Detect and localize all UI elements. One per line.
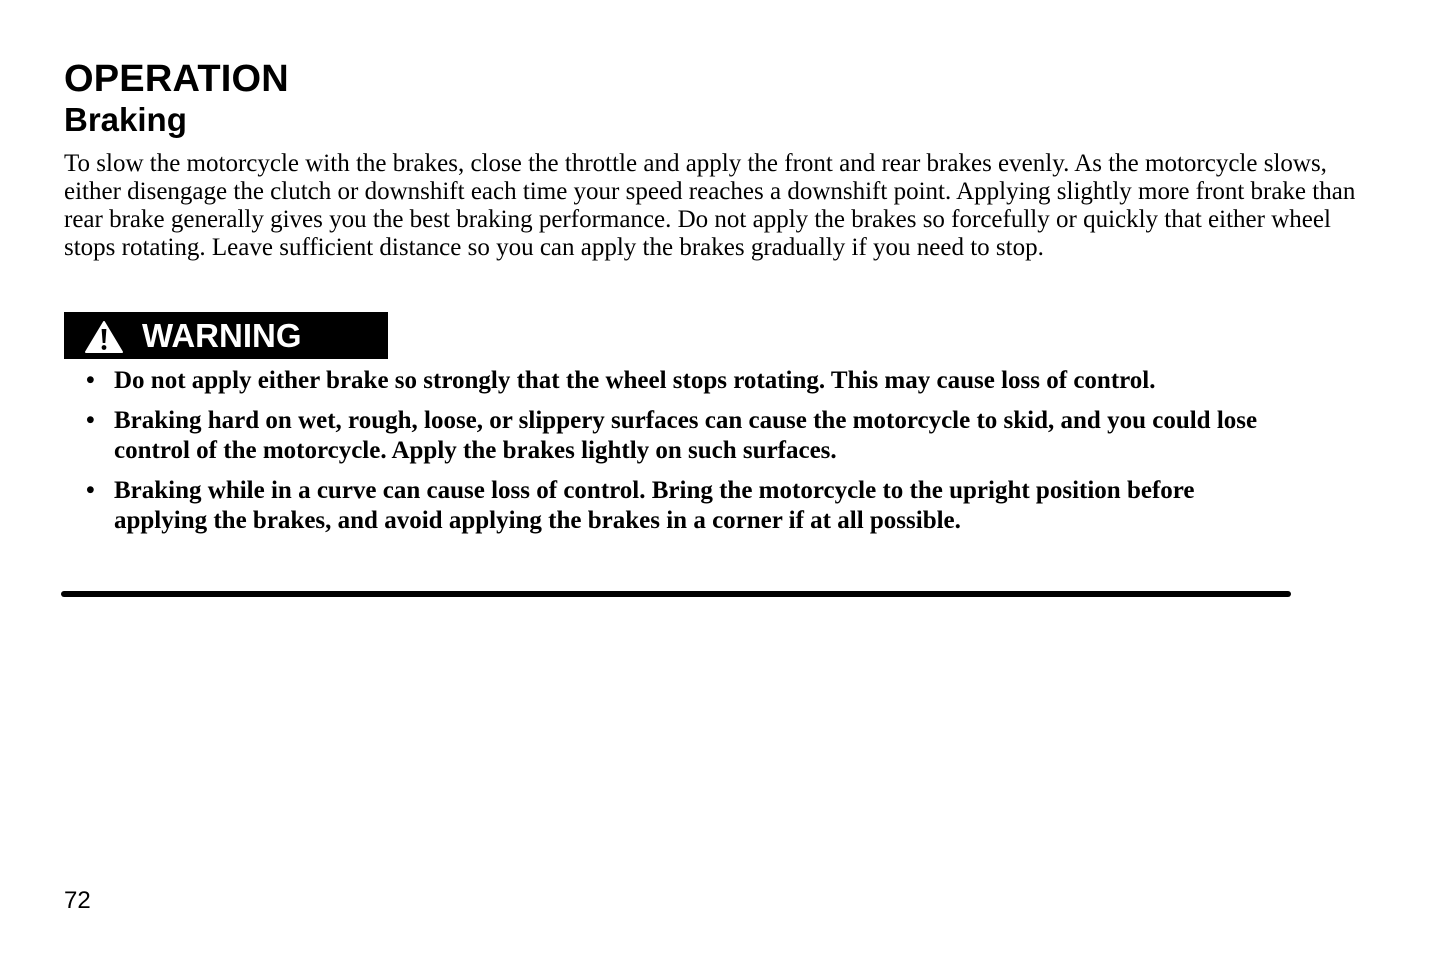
warning-list <box>86 366 1276 546</box>
warning-banner <box>64 312 388 359</box>
warning-item <box>86 406 1276 466</box>
warning-item <box>86 366 1276 396</box>
bullet: • <box>86 367 95 394</box>
warning-item-text: Do not apply either brake so strongly that the wheel stops rotating. This may cause loss of control. <box>114 367 1156 394</box>
warning-label: WARNING <box>142 317 302 354</box>
warning-item <box>86 476 1276 536</box>
body-paragraph: To slow the motorcycle with the brakes, close the throttle and apply the front and rear brakes evenly. As the motorcycle slows, either disengage the clutch or downshift each time your speed reaches a downshift point. Applying slightly more front brake than rear brake generally gives you the best braking performance. Do not apply the brakes so forcefully or quickly that either wheel stops rotating. Leave sufficient distance so you can apply the brakes gradually if you need to stop. <box>64 150 1356 261</box>
section-divider <box>61 591 1291 597</box>
bullet: • <box>86 407 95 434</box>
section-title: OPERATION <box>64 58 289 100</box>
warning-item-text: Braking while in a curve can cause loss of control. Bring the motorcycle to the upright position before applying the brakes, and avoid applying the brakes in a corner if at all possible. <box>114 477 1195 534</box>
subsection-title: Braking <box>64 101 187 138</box>
warning-triangle-icon <box>84 320 124 354</box>
page-number: 72 <box>64 887 91 914</box>
warning-item-text: Braking hard on wet, rough, loose, or slippery surfaces can cause the motorcycle to skid, and you could lose control of the motorcycle. Apply the brakes lightly on such surfaces. <box>114 407 1258 464</box>
bullet: • <box>86 477 95 504</box>
